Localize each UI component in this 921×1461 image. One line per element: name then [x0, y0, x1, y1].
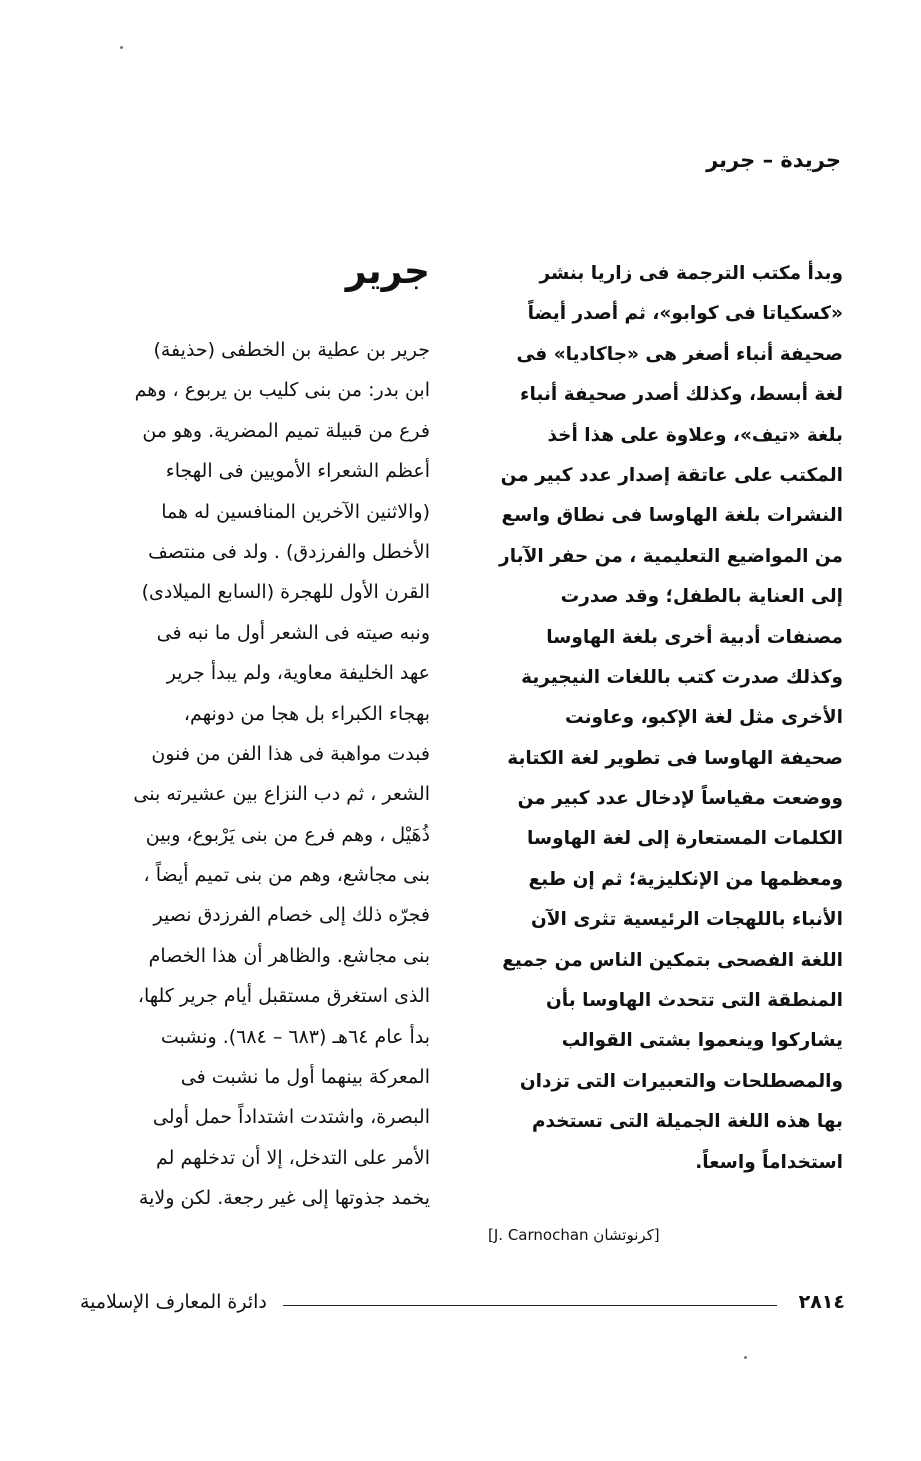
left-column-line: القرن الأول للهجرة (السابع الميلادى)	[141, 581, 430, 604]
left-column-line: الأمر على التدخل، إلا أن تدخلهم لم	[156, 1146, 430, 1169]
left-column-line: المعركة بينهما أول ما نشبت فى	[180, 1066, 430, 1089]
right-column-line: والمصطلحات والتعبيرات التى تزدان	[519, 1070, 843, 1092]
left-column-line: عهد الخليفة معاوية، ولم يبدأ جرير	[166, 662, 430, 685]
right-column-line: ووضعت مقياساً لإدخال عدد كبير من	[517, 788, 843, 810]
right-column-line: ومعظمها من الإنكليزية؛ ثم إن طبع	[528, 868, 843, 890]
right-column-line: يشاركوا وينعموا بشتى القوالب	[561, 1030, 843, 1052]
right-column-line: النشرات بلغة الهاوسا فى نطاق واسع	[501, 505, 843, 527]
left-column-line: ذُهَيْل ، وهم فرع من بنى يَرْبوع، وبين	[145, 823, 430, 846]
left-column-line: الشعر ، ثم دب النزاع بين عشيرته بنى	[133, 783, 430, 806]
left-column-line: فجرّه ذلك إلى خصام الفرزدق نصير	[153, 904, 430, 927]
journal-name: دائرة المعارف الإسلامية	[80, 1291, 267, 1313]
right-column-line: وكذلك صدرت كتب باللغات النيجيرية	[521, 666, 843, 688]
left-column-line: بنى مجاشع. والظاهر أن هذا الخصام	[148, 944, 430, 967]
page-number: ٢٨١٤	[798, 1291, 845, 1313]
left-column-line: الأخطل والفرزدق) . ولد فى منتصف	[148, 540, 430, 563]
right-column-line: الأخرى مثل لغة الإكبو، وعاونت	[565, 707, 843, 729]
scan-speck	[120, 46, 123, 49]
left-column-line: يخمد جذوتها إلى غير رجعة. لكن ولاية	[138, 1187, 430, 1210]
right-column	[488, 254, 843, 1183]
left-column-line: ونبه صيته فى الشعر أول ما نبه فى	[156, 621, 430, 644]
right-column-line: بها هذه اللغة الجميلة التى تستخدم	[531, 1111, 843, 1133]
left-column-line: بدأ عام ٦٤هـ (٦٨٣ – ٦٨٤). ونشبت	[160, 1025, 430, 1048]
left-column-line: بهجاء الكبراء بل هجا من دونهم،	[183, 702, 430, 725]
right-column-line: الأنباء باللهجات الرئيسية تثرى الآن	[530, 909, 843, 931]
right-column-line: «كسكياتا فى كوابو»، ثم أصدر أيضاً	[527, 303, 843, 325]
footer-rule	[283, 1305, 777, 1306]
right-column-line: إلى العناية بالطفل؛ وقد صدرت	[560, 586, 843, 608]
right-column-line: لغة أبسط، وكذلك أصدر صحيفة أنباء	[520, 384, 843, 406]
right-column-line: وبدأ مكتب الترجمة فى زاريا بنشر	[539, 263, 843, 284]
right-column-line: المنطقة التى تتحدث الهاوسا بأن	[546, 990, 843, 1012]
left-column-line: (والاثنين الآخرين المنافسين له هما	[161, 500, 430, 523]
right-column-line: المكتب على عاتقة إصدار عدد كبير من	[500, 464, 843, 486]
running-header: جريدة – جرير	[706, 148, 841, 172]
right-column-line: بلغة «تيف»، وعلاوة على هذا أخذ	[547, 424, 843, 446]
right-column-line: صحيفة أنباء أصغر هى «جاكاديا» فى	[516, 343, 843, 365]
right-column-line: الكلمات المستعارة إلى لغة الهاوسا	[526, 828, 843, 850]
article-title: جرير	[345, 251, 430, 292]
scan-speck	[744, 1356, 747, 1359]
right-column-line: من المواضيع التعليمية ، من حفر الآبار	[499, 545, 843, 567]
right-column-line: صحيفة الهاوسا فى تطوير لغة الكتابة	[507, 747, 843, 769]
left-column-line: ابن بدر: من بنى كليب بن يربوع ، وهم	[134, 379, 430, 402]
left-column-line: الذى استغرق مستقبل أيام جرير كلها،	[137, 985, 430, 1008]
author-signature: [كرنوتشان J. Carnochan]	[488, 1226, 660, 1244]
left-column-line: فبدت مواهبة فى هذا الفن من فنون	[151, 742, 430, 765]
left-column-line: فرع من قبيلة تميم المضرية. وهو من	[142, 419, 430, 442]
right-column-line: استخداماً واسعاً.	[695, 1151, 843, 1173]
right-column-line: اللغة الفصحى بتمكين الناس من جميع	[502, 949, 843, 971]
left-column	[74, 250, 430, 1219]
left-column-line: البصرة، واشتدت اشتداداً حمل أولى	[152, 1106, 430, 1129]
left-column-line: بنى مجاشع، وهم من بنى تميم أيضاً ،	[143, 864, 430, 887]
left-column-line: جرير بن عطية بن الخطفى (حذيفة)	[153, 339, 430, 361]
right-column-line: مصنفات أدبية أخرى بلغة الهاوسا	[546, 626, 843, 648]
left-column-line: أعظم الشعراء الأمويين فى الهجاء	[165, 460, 430, 483]
